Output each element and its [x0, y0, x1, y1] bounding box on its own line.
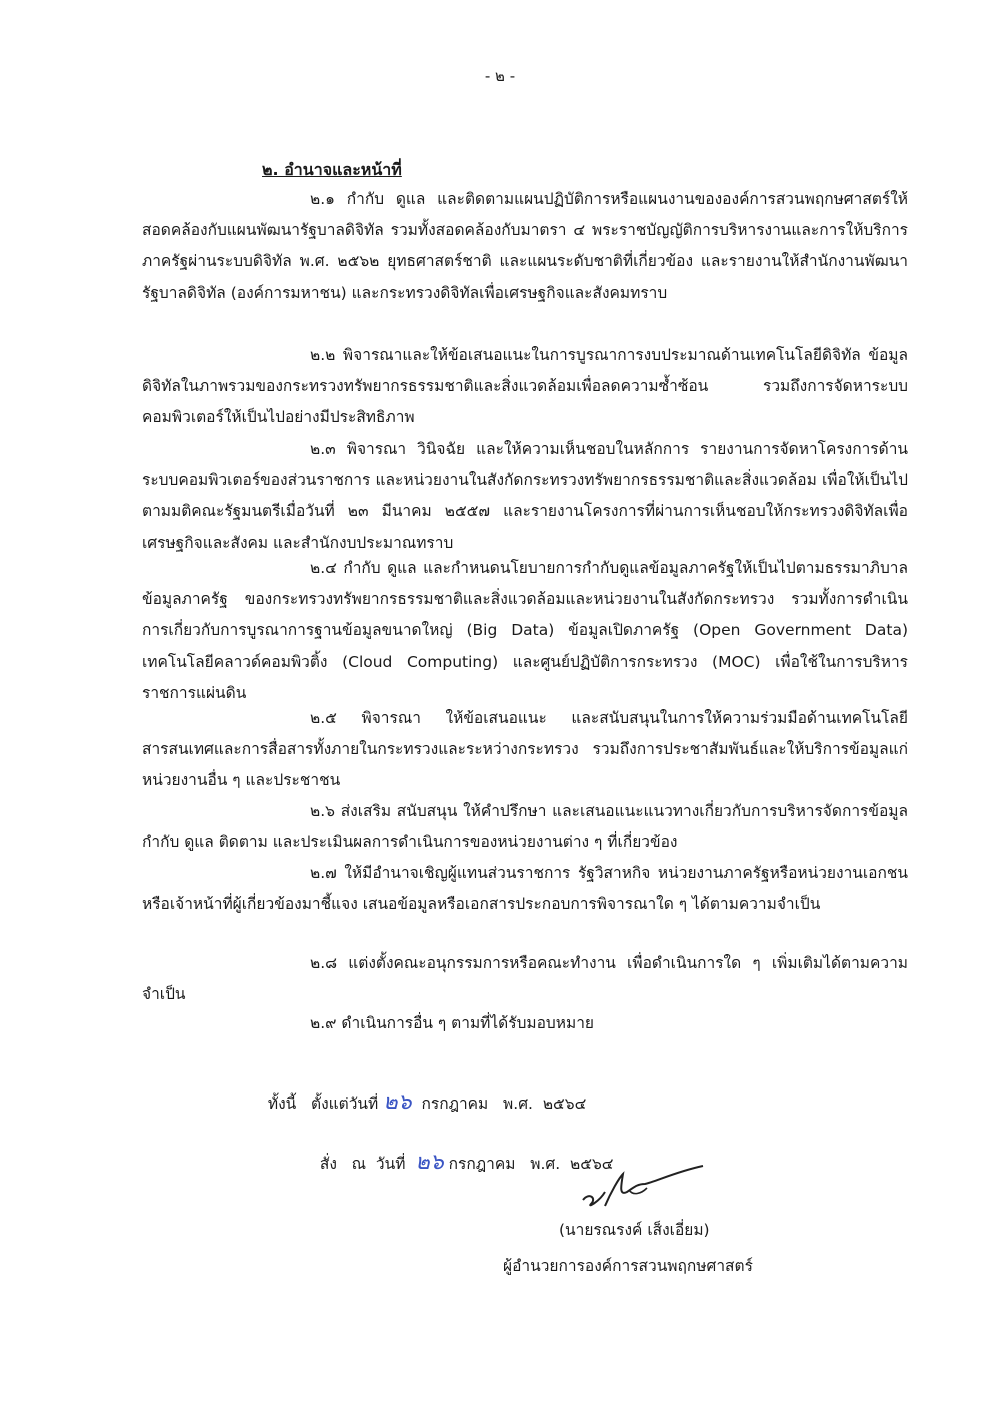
- paragraph-2-4: ๒.๔ กำกับ ดูแล และกำหนดนโยบายการกำกับดูแลข้อมูลภาครัฐให้เป็นไปตามธรรมาภิบาลข้อมูลภาครัฐ ของกระทรวงทรัพยากรธรรมชาติและสิ่งแวดล้อมและหน่วยงานในสังกัดกระทรวง รวมทั้งการดำเนินการเกี่ยวกับการบูรณาการฐานข้อมูลขนาดใหญ่ (Big Data) ข้อมูลเปิดภาครัฐ (Open Government Data) เทคโนโลยีคลาวด์คอมพิวติ้ง (Cloud Computing) และศูนย์ปฏิบัติการกระทรวง (MOC) เพื่อใช้ในการบริหารราชการแผ่นดิน: [142, 559, 908, 702]
- handwritten-signature: [575, 1162, 715, 1212]
- page-number: - ๒ -: [484, 67, 516, 85]
- effective-date-line: [258, 1066, 586, 1119]
- signer-name: (นายรณรงค์ เส็งเอี่ยม): [559, 1221, 710, 1239]
- paragraph-2-9: ๒.๙ ดำเนินการอื่น ๆ ตามที่ได้รับมอบหมาย: [310, 1014, 594, 1032]
- effective-prefix: ทั้งนี้ ตั้งแต่วันที่: [267, 1095, 384, 1113]
- paragraph-2-6: ๒.๖ ส่งเสริม สนับสนุน ให้คำปรึกษา และเสนอแนะแนวทางเกี่ยวกับการบริหารจัดการข้อมูล กำกับ ดูแล ติดตาม และประเมินผลการดำเนินการของหน่วยงานต่าง ๆ ที่เกี่ยวข้อง: [142, 802, 908, 852]
- order-prefix: สั่ง ณ วันที่: [319, 1155, 416, 1173]
- paragraph-2-3: ๒.๓ พิจารณา วินิจฉัย และให้ความเห็นชอบในหลักการ รายงานการจัดหาโครงการด้านระบบคอมพิวเตอร์ของส่วนราชการ และหน่วยงานในสังกัดกระทรวงทรัพยากรธรรมชาติและสิ่งแวดล้อม เพื่อให้เป็นไปตามมติคณะรัฐมนตรีเมื่อวันที่ ๒๓ มีนาคม ๒๕๕๗ และรายงานโครงการที่ผ่านการเห็นชอบให้กระทรวงดิจิทัลเพื่อเศรษฐกิจและสังคม และสำนักงบประมาณทราบ: [142, 440, 908, 552]
- signer-title: ผู้อำนวยการองค์การสวนพฤกษศาสตร์: [503, 1257, 753, 1275]
- order-day-handwritten: ๒๖: [415, 1150, 444, 1175]
- order-date-line: [310, 1126, 614, 1179]
- effective-day-handwritten: ๒๖: [383, 1090, 412, 1115]
- order-suffix: กรกฎาคม พ.ศ. ๒๕๖๔: [443, 1155, 614, 1173]
- section-heading: ๒. อำนาจและหน้าที่: [262, 160, 402, 179]
- paragraph-2-1: ๒.๑ กำกับ ดูแล และติดตามแผนปฏิบัติการหรือแผนงานขององค์การสวนพฤกษศาสตร์ให้สอดคล้องกับแผนพัฒนารัฐบาลดิจิทัล รวมทั้งสอดคล้องกับมาตรา ๔ พระราชบัญญัติการบริหารงานและการให้บริการภาครัฐผ่านระบบดิจิทัล พ.ศ. ๒๕๖๒ ยุทธศาสตร์ชาติ และแผนระดับชาติที่เกี่ยวข้อง และรายงานให้สำนักงานพัฒนารัฐบาลดิจิทัล (องค์การมหาชน) และกระทรวงดิจิทัลเพื่อเศรษฐกิจและสังคมทราบ: [142, 190, 908, 302]
- paragraph-2-2: ๒.๒ พิจารณาและให้ข้อเสนอแนะในการบูรณาการงบประมาณด้านเทคโนโลยีดิจิทัล ข้อมูลดิจิทัลในภาพรวมของกระทรวงทรัพยากรธรรมชาติและสิ่งแวดล้อมเพื่อลดความซ้ำซ้อน รวมถึงการจัดหาระบบคอมพิวเตอร์ให้เป็นไปอย่างมีประสิทธิภาพ: [142, 346, 908, 427]
- paragraph-2-7: ๒.๗ ให้มีอำนาจเชิญผู้แทนส่วนราชการ รัฐวิสาหกิจ หน่วยงานภาครัฐหรือหน่วยงานเอกชน หรือเจ้าหน้าที่ผู้เกี่ยวข้องมาชี้แจง เสนอข้อมูลหรือเอกสารประกอบการพิจารณาใด ๆ ได้ตามความจำเป็น: [142, 864, 908, 914]
- effective-suffix: กรกฎาคม พ.ศ. ๒๕๖๔: [411, 1095, 587, 1113]
- paragraph-2-8: ๒.๘ แต่งตั้งคณะอนุกรรมการหรือคณะทำงาน เพื่อดำเนินการใด ๆ เพิ่มเติมได้ตามความจำเป็น: [142, 954, 908, 1004]
- paragraph-2-5: ๒.๕ พิจารณา ให้ข้อเสนอแนะ และสนับสนุนในการให้ความร่วมมือด้านเทคโนโลยีสารสนเทศและการสื่อสารทั้งภายในกระทรวงและระหว่างกระทรวง รวมถึงการประชาสัมพันธ์และให้บริการข้อมูลแก่หน่วยงานอื่น ๆ และประชาชน: [142, 709, 908, 790]
